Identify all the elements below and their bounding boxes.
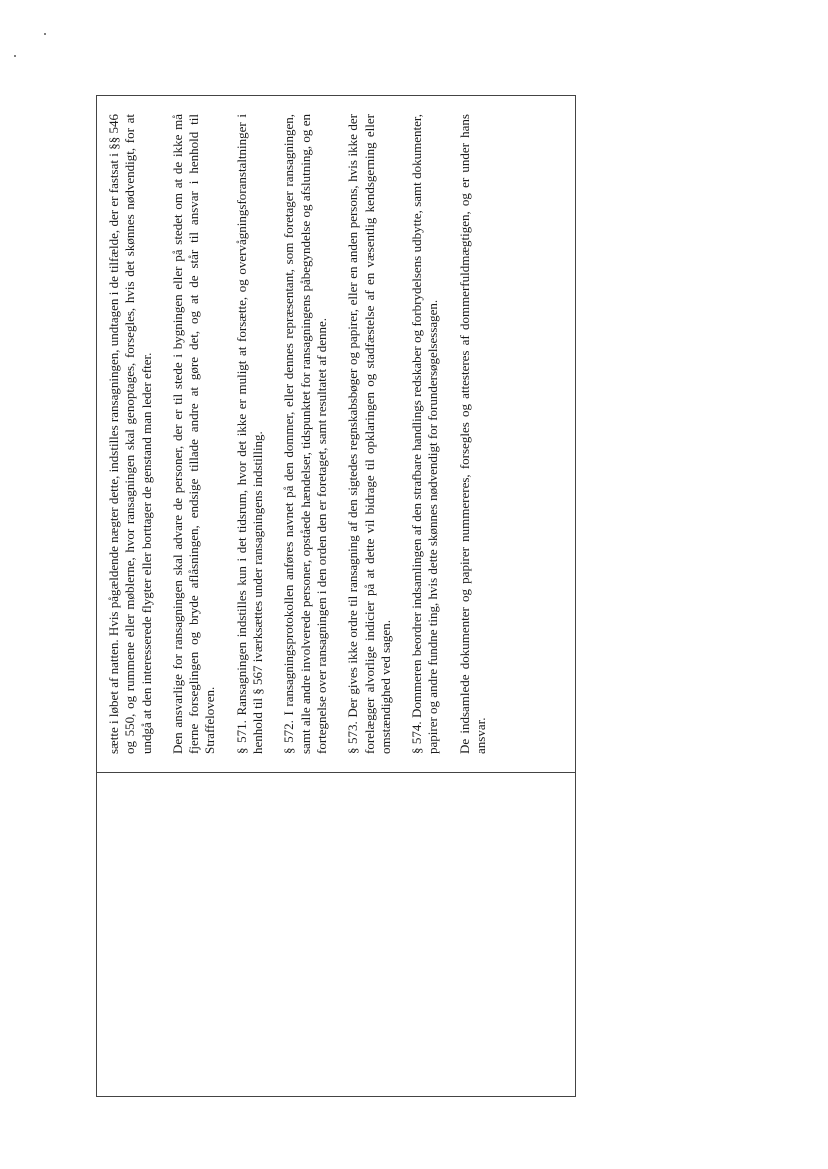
column-divider	[96, 772, 576, 773]
scan-speck	[14, 55, 16, 57]
paragraph-continuation: sætte i løbet af natten. Hvis pågældende nægter dette, indstilles ransagningen, undtagen i de tilfælde, der er fastsat i §§ 546 og 550, og rummene eller møblerne, hvor ransagningen skal genoptages, forsegles, hvis det skønnes nødvendigt, for at undgå at den interesserede flygter eller borttager de genstand man leder efter.	[106, 114, 154, 754]
paragraph-section-573: § 573. Der gives ikke ordre til ransagning af den sigtedes regnskabsbøger og papirer, eller en anden persons, hvis ikke der forelægger alvorlige indicier på at dette vil bidrage til opklaringen og stadfæstelse af en væsentlig kendsgerning eller omstændighed ved sagen.	[345, 114, 393, 754]
paragraph-section-571: § 571. Ransagningen indstilles kun i det tidsrum, hvor det ikke er muligt at forsætte, og overvågningsforanstaltninger i henhold til § 567 iværksættes under ransagningens indstilling.	[233, 114, 266, 754]
paragraph-section-572: § 572. I ransagningsprotokollen anføres navnet på den dommer, eller dennes repræsentant, som foretager ransagningen, samt alle andre involverede personer, opståede hændelser, tidspunktet for ransagningens påbegyndelse og afslutning, og en fortegnelse over ransagningen i den orden den er foretaget, samt resultatet af denne.	[281, 114, 329, 754]
paragraph-collected-documents: De indsamlede dokumenter og papirer nummereres, forsegles og attesteres af dommerfuldmægtigen, og er under hans ansvar.	[456, 114, 489, 754]
paragraph-section-574: § 574. Dommeren beordrer indsamlingen af den strafbare handlings redskaber og forbrydelsens udbytte, samt dokumenter, papirer og andre fundne ting, hvis dette skønnes nødvendigt for forundersøgelsessagen.	[409, 114, 441, 754]
scan-speck	[44, 33, 46, 35]
paragraph-responsible-warning: Den ansvarlige for ransagningen skal advare de personer, der er til stede i bygningen eller på stedet om at de ikke må fjerne forseglingen og bryde aflåsningen, endsige tillade andre at gøre det, og at de står til ansvar i henhold til Straffeloven.	[169, 114, 218, 754]
rotated-text-column	[106, 108, 566, 760]
